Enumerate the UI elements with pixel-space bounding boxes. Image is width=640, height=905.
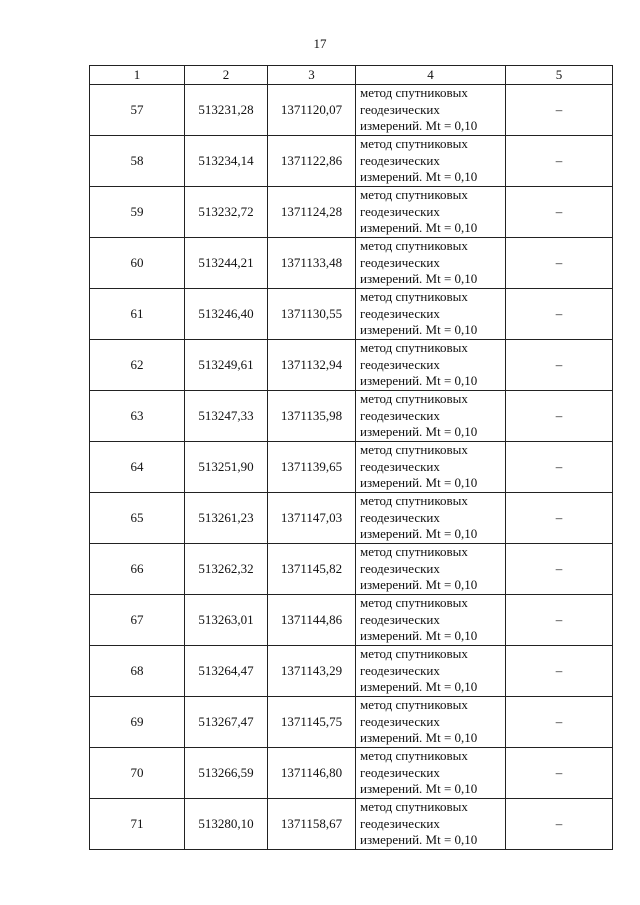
method-text-line: метод спутниковых [360, 646, 468, 662]
y-coordinate-cell: 1371145,82 [268, 544, 356, 595]
method-text-line: геодезических [360, 152, 440, 168]
method-cell [356, 289, 506, 340]
method-text-line: геодезических [360, 662, 440, 678]
method-cell [356, 493, 506, 544]
point-number-cell: 63 [90, 391, 185, 442]
method-text-line: метод спутниковых [360, 442, 468, 458]
header-row [90, 66, 613, 85]
note-cell: – [506, 799, 613, 850]
table-row [90, 289, 613, 340]
method-text-line: геодезических [360, 509, 440, 525]
y-coordinate-cell: 1371158,67 [268, 799, 356, 850]
x-coordinate-cell: 513264,47 [185, 646, 268, 697]
table-row [90, 493, 613, 544]
point-number-cell: 58 [90, 136, 185, 187]
method-cell [356, 748, 506, 799]
method-text-line: измерений. Mt = 0,10 [360, 373, 478, 389]
method-text-line: метод спутниковых [360, 544, 468, 560]
point-number-cell: 71 [90, 799, 185, 850]
method-text-line: метод спутниковых [360, 697, 468, 713]
method-cell [356, 187, 506, 238]
point-number-cell: 69 [90, 697, 185, 748]
method-text-line: метод спутниковых [360, 799, 468, 815]
x-coordinate-cell: 513234,14 [185, 136, 268, 187]
x-coordinate-cell: 513249,61 [185, 340, 268, 391]
note-cell: – [506, 289, 613, 340]
table-row [90, 748, 613, 799]
column-header-4: 4 [356, 66, 506, 85]
y-coordinate-cell: 1371133,48 [268, 238, 356, 289]
y-coordinate-cell: 1371146,80 [268, 748, 356, 799]
table-header [90, 66, 613, 85]
method-text-line: метод спутниковых [360, 187, 468, 203]
coordinates-table [89, 65, 613, 850]
method-text-line: геодезических [360, 254, 440, 270]
method-text-line: метод спутниковых [360, 748, 468, 764]
y-coordinate-cell: 1371135,98 [268, 391, 356, 442]
table-row [90, 646, 613, 697]
method-text-line: метод спутниковых [360, 289, 468, 305]
method-text-line: метод спутниковых [360, 238, 468, 254]
column-header-3: 3 [268, 66, 356, 85]
method-cell [356, 442, 506, 493]
table-row [90, 697, 613, 748]
method-cell [356, 544, 506, 595]
y-coordinate-cell: 1371145,75 [268, 697, 356, 748]
method-cell [356, 136, 506, 187]
point-number-cell: 67 [90, 595, 185, 646]
note-cell: – [506, 391, 613, 442]
method-text-line: метод спутниковых [360, 595, 468, 611]
x-coordinate-cell: 513232,72 [185, 187, 268, 238]
note-cell: – [506, 493, 613, 544]
x-coordinate-cell: 513266,59 [185, 748, 268, 799]
table-row [90, 544, 613, 595]
table-row [90, 340, 613, 391]
method-text-line: измерений. Mt = 0,10 [360, 730, 478, 746]
table-row [90, 85, 613, 136]
method-text-line: метод спутниковых [360, 340, 468, 356]
method-text-line: измерений. Mt = 0,10 [360, 220, 478, 236]
x-coordinate-cell: 513267,47 [185, 697, 268, 748]
method-text-line: измерений. Mt = 0,10 [360, 832, 478, 848]
table-row [90, 442, 613, 493]
note-cell: – [506, 136, 613, 187]
method-text-line: измерений. Mt = 0,10 [360, 118, 478, 134]
column-header-2: 2 [185, 66, 268, 85]
note-cell: – [506, 340, 613, 391]
table-row [90, 187, 613, 238]
method-text-line: геодезических [360, 305, 440, 321]
note-cell: – [506, 238, 613, 289]
note-cell: – [506, 442, 613, 493]
method-cell [356, 799, 506, 850]
point-number-cell: 61 [90, 289, 185, 340]
method-cell [356, 238, 506, 289]
note-cell: – [506, 85, 613, 136]
method-cell [356, 595, 506, 646]
table-row [90, 238, 613, 289]
y-coordinate-cell: 1371120,07 [268, 85, 356, 136]
method-text-line: геодезических [360, 764, 440, 780]
y-coordinate-cell: 1371143,29 [268, 646, 356, 697]
point-number-cell: 59 [90, 187, 185, 238]
x-coordinate-cell: 513280,10 [185, 799, 268, 850]
x-coordinate-cell: 513251,90 [185, 442, 268, 493]
note-cell: – [506, 187, 613, 238]
column-header-5: 5 [506, 66, 613, 85]
table-row [90, 136, 613, 187]
x-coordinate-cell: 513246,40 [185, 289, 268, 340]
table-row [90, 595, 613, 646]
method-text-line: измерений. Mt = 0,10 [360, 169, 478, 185]
method-cell [356, 646, 506, 697]
method-text-line: измерений. Mt = 0,10 [360, 526, 478, 542]
page-number: 17 [313, 36, 327, 51]
y-coordinate-cell: 1371132,94 [268, 340, 356, 391]
x-coordinate-cell: 513262,32 [185, 544, 268, 595]
y-coordinate-cell: 1371139,65 [268, 442, 356, 493]
x-coordinate-cell: 513231,28 [185, 85, 268, 136]
point-number-cell: 60 [90, 238, 185, 289]
point-number-cell: 64 [90, 442, 185, 493]
note-cell: – [506, 595, 613, 646]
method-text-line: геодезических [360, 560, 440, 576]
point-number-cell: 62 [90, 340, 185, 391]
method-text-line: измерений. Mt = 0,10 [360, 628, 478, 644]
method-text-line: измерений. Mt = 0,10 [360, 679, 478, 695]
method-text-line: геодезических [360, 611, 440, 627]
method-text-line: метод спутниковых [360, 391, 468, 407]
method-text-line: измерений. Mt = 0,10 [360, 322, 478, 338]
method-text-line: измерений. Mt = 0,10 [360, 475, 478, 491]
table-row [90, 391, 613, 442]
point-number-cell: 68 [90, 646, 185, 697]
column-header-1: 1 [90, 66, 185, 85]
method-cell [356, 340, 506, 391]
method-cell [356, 697, 506, 748]
method-text-line: измерений. Mt = 0,10 [360, 271, 478, 287]
y-coordinate-cell: 1371130,55 [268, 289, 356, 340]
method-text-line: метод спутниковых [360, 136, 468, 152]
method-text-line: геодезических [360, 203, 440, 219]
point-number-cell: 66 [90, 544, 185, 595]
method-text-line: измерений. Mt = 0,10 [360, 781, 478, 797]
note-cell: – [506, 544, 613, 595]
method-text-line: геодезических [360, 101, 440, 117]
point-number-cell: 57 [90, 85, 185, 136]
point-number-cell: 65 [90, 493, 185, 544]
x-coordinate-cell: 513247,33 [185, 391, 268, 442]
method-text-line: измерений. Mt = 0,10 [360, 577, 478, 593]
method-text-line: геодезических [360, 815, 440, 831]
x-coordinate-cell: 513244,21 [185, 238, 268, 289]
x-coordinate-cell: 513261,23 [185, 493, 268, 544]
method-text-line: измерений. Mt = 0,10 [360, 424, 478, 440]
method-text-line: геодезических [360, 458, 440, 474]
table-row [90, 799, 613, 850]
method-cell [356, 391, 506, 442]
method-text-line: геодезических [360, 356, 440, 372]
method-text-line: метод спутниковых [360, 85, 468, 101]
note-cell: – [506, 646, 613, 697]
y-coordinate-cell: 1371144,86 [268, 595, 356, 646]
method-text-line: метод спутниковых [360, 493, 468, 509]
x-coordinate-cell: 513263,01 [185, 595, 268, 646]
method-text-line: геодезических [360, 713, 440, 729]
method-cell [356, 85, 506, 136]
y-coordinate-cell: 1371147,03 [268, 493, 356, 544]
table-body [90, 85, 613, 850]
note-cell: – [506, 697, 613, 748]
note-cell: – [506, 748, 613, 799]
method-text-line: геодезических [360, 407, 440, 423]
y-coordinate-cell: 1371124,28 [268, 187, 356, 238]
point-number-cell: 70 [90, 748, 185, 799]
y-coordinate-cell: 1371122,86 [268, 136, 356, 187]
